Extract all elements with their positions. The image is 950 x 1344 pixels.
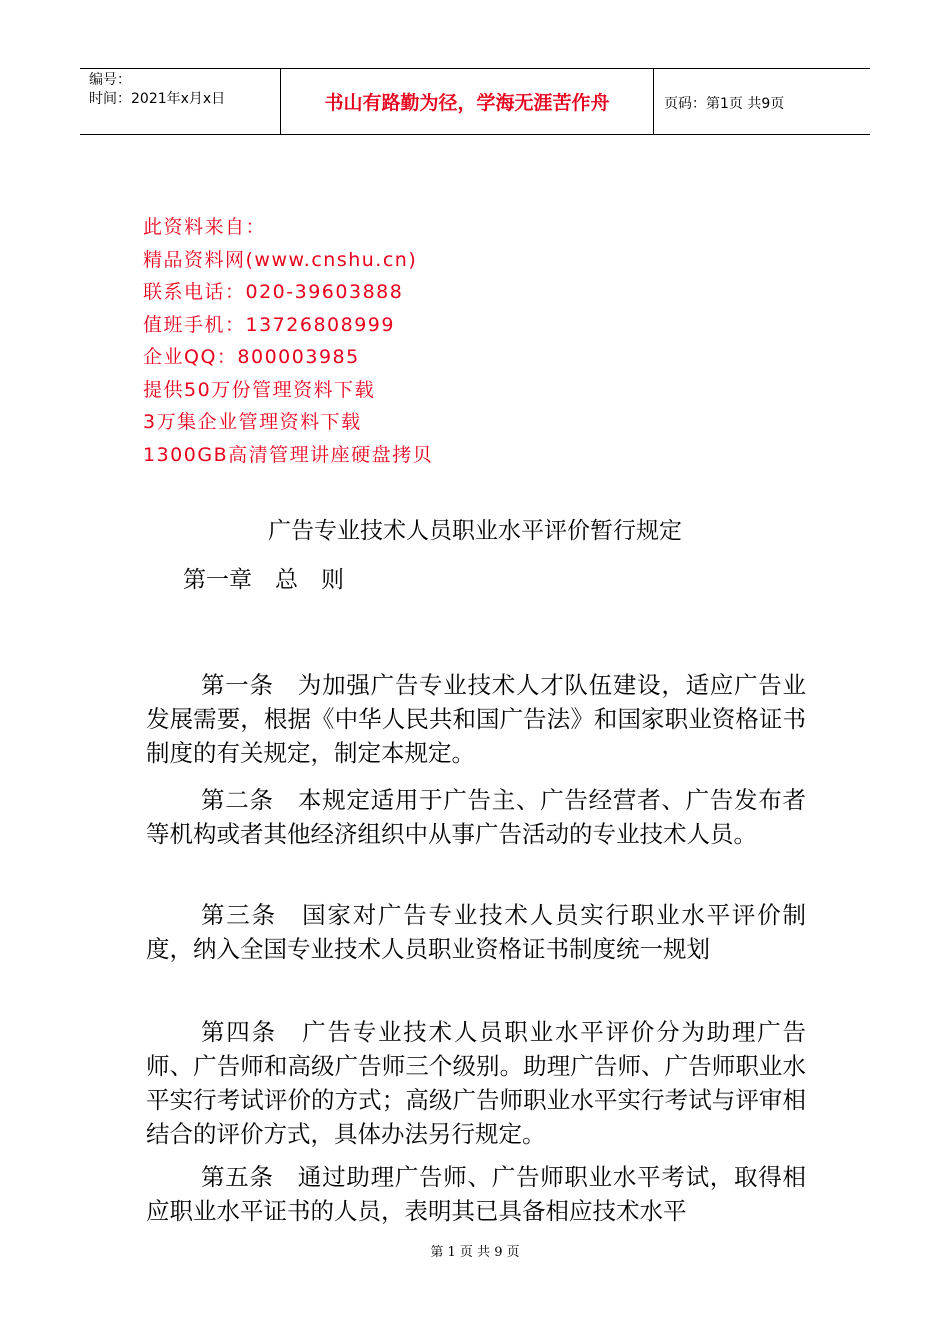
header-motto: 书山有路勤为径，学海无涯苦作舟 (324, 92, 610, 114)
document-title: 广告专业技术人员职业水平评价暂行规定 (268, 518, 682, 544)
promo-line: 此资料来自： (143, 216, 267, 238)
page-header (80, 68, 870, 135)
article-paragraph: 第五条 通过助理广告师、广告师职业水平考试，取得相应职业水平证书的人员，表明其已具备相应技术水平 (146, 1163, 806, 1225)
article-paragraph: 第四条 广告专业技术人员职业水平评价分为助理广告师、广告师和高级广告师三个级别。助理广告师、广告师职业水平实行考试评价的方式；高级广告师职业水平实行考试与评审相结合的评价方式，具体办法另行规定。 (146, 1018, 806, 1148)
promo-line: 精品资料网(www.cnshu.cn) (143, 248, 418, 271)
promo-line: 1300GB高清管理讲座硬盘拷贝 (143, 443, 434, 466)
promo-line: 提供50万份管理资料下载 (143, 378, 376, 401)
header-number-label: 编号： (89, 72, 131, 88)
article-paragraph: 第三条 国家对广告专业技术人员实行职业水平评价制度，纳入全国专业技术人员职业资格证书制度统一规划 (146, 901, 806, 963)
promo-line: 企业QQ：800003985 (143, 346, 360, 368)
promo-line: 3万集企业管理资料下载 (143, 411, 362, 433)
article-paragraph: 第一条 为加强广告专业技术人才队伍建设，适应广告业发展需要，根据《中华人民共和国广告法》和国家职业资格证书制度的有关规定，制定本规定。 (146, 671, 806, 767)
chapter-heading: 第一章 总 则 (183, 567, 344, 593)
promo-line: 联系电话：020-39603888 (143, 281, 404, 303)
header-time-label: 时间：2021年x月x日 (89, 91, 226, 107)
header-page-cell (654, 69, 870, 134)
article-paragraph: 第二条 本规定适用于广告主、广告经营者、广告发布者等机构或者其他经济组织中从事广告活动的专业技术人员。 (146, 786, 806, 848)
promo-line: 值班手机：13726808999 (143, 313, 395, 336)
header-page-label: 页码：第1页 共9页 (664, 96, 785, 112)
header-info-cell (80, 69, 281, 134)
header-motto-cell (281, 69, 654, 134)
page-footer: 第 1 页 共 9 页 (430, 1245, 520, 1260)
promo-block (143, 214, 433, 474)
